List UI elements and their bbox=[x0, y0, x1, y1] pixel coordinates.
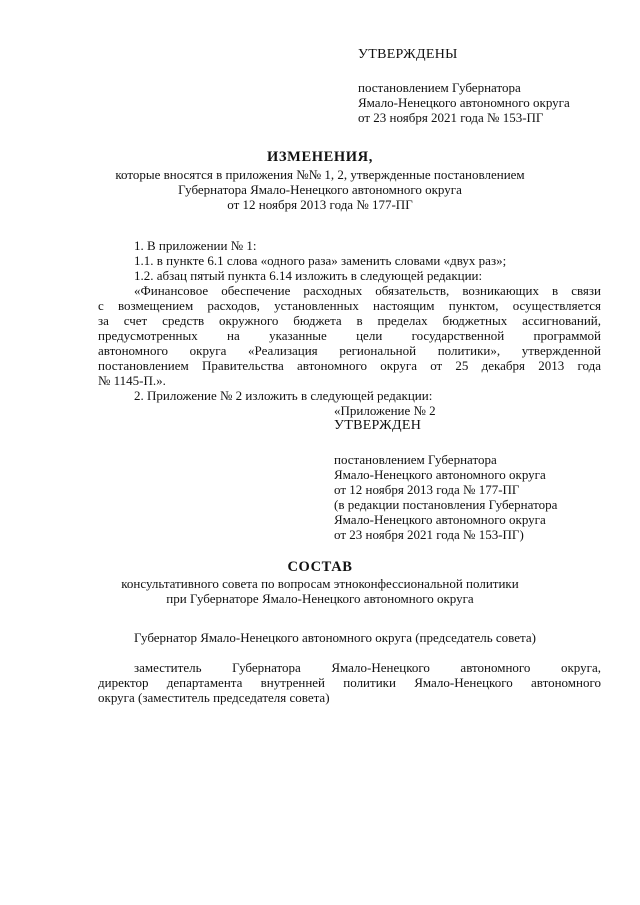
approval-line: Ямало-Ненецкого автономного округа bbox=[358, 95, 570, 110]
appendix-line: Ямало-Ненецкого автономного округа bbox=[334, 512, 546, 527]
member-deputy-line: заместитель Губернатора Ямало-Ненецкого автономного округа, bbox=[134, 660, 601, 675]
item-1-1: 1.1. в пункте 6.1 слова «одного раза» заменить словами «двух раз»; bbox=[134, 253, 507, 268]
appendix-line: (в редакции постановления Губернатора bbox=[334, 497, 558, 512]
approval-line: от 23 ноября 2021 года № 153-ПГ bbox=[358, 110, 544, 125]
quote-line: с возмещением расходов, установленных настоящим пунктом, осуществляется bbox=[98, 298, 601, 313]
quote-line: за счет средств окружного бюджета в пределах бюджетных ассигнований, bbox=[98, 313, 601, 328]
approval-heading: УТВЕРЖДЕНЫ bbox=[358, 47, 458, 62]
changes-title: ИЗМЕНЕНИЯ, bbox=[267, 149, 373, 165]
quote-line: предусмотренных на указанные цели государственной программой bbox=[98, 328, 601, 343]
member-deputy-last-line: округа (заместитель председателя совета) bbox=[98, 690, 330, 705]
member-chair: Губернатор Ямало-Ненецкого автономного округа (председатель совета) bbox=[134, 630, 536, 645]
appendix-approved: УТВЕРЖДЕН bbox=[334, 418, 422, 433]
quote-line: автономного округа «Реализация региональной политики», утвержденной bbox=[98, 343, 601, 358]
composition-subtitle-line: консультативного совета по вопросам этноконфессиональной политики bbox=[121, 576, 519, 591]
member-deputy-line: директор департамента внутренней политики Ямало-Ненецкого автономного bbox=[98, 675, 601, 690]
item-2: 2. Приложение № 2 изложить в следующей редакции: bbox=[134, 388, 433, 403]
changes-subtitle-line: которые вносятся в приложения №№ 1, 2, утвержденные постановлением bbox=[115, 167, 525, 182]
item-1: 1. В приложении № 1: bbox=[134, 238, 257, 253]
appendix-line: постановлением Губернатора bbox=[334, 452, 497, 467]
approval-line: постановлением Губернатора bbox=[358, 80, 521, 95]
quote-last-line: № 1145-П.». bbox=[98, 373, 166, 388]
appendix-line: Ямало-Ненецкого автономного округа bbox=[334, 467, 546, 482]
changes-subtitle-line: Губернатора Ямало-Ненецкого автономного округа bbox=[178, 182, 462, 197]
appendix-number: «Приложение № 2 bbox=[334, 403, 436, 418]
quote-line: постановлением Правительства автономного округа от 25 декабря 2013 года bbox=[98, 358, 601, 373]
composition-title: СОСТАВ bbox=[287, 559, 353, 575]
appendix-line: от 12 ноября 2013 года № 177-ПГ bbox=[334, 482, 520, 497]
appendix-line: от 23 ноября 2021 года № 153-ПГ) bbox=[334, 527, 524, 542]
quote-line: «Финансовое обеспечение расходных обязательств, возникающих в связи bbox=[134, 283, 601, 298]
item-1-2: 1.2. абзац пятый пункта 6.14 изложить в следующей редакции: bbox=[134, 268, 483, 283]
changes-subtitle-line: от 12 ноября 2013 года № 177-ПГ bbox=[227, 197, 413, 212]
composition-subtitle-line: при Губернаторе Ямало-Ненецкого автономного округа bbox=[166, 591, 474, 606]
